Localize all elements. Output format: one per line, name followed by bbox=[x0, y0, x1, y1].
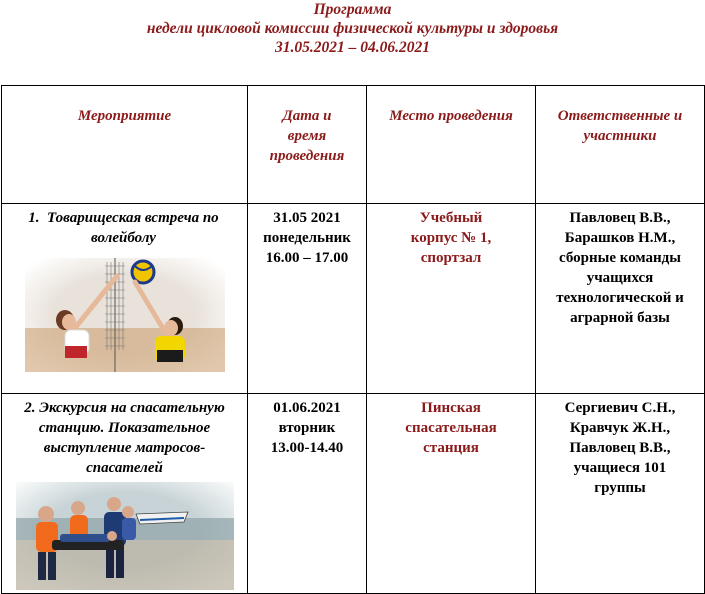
event-time: 13.00-14.40 bbox=[270, 440, 344, 456]
row-number: 1. bbox=[28, 210, 40, 226]
header-datetime: Дата и время проведения bbox=[248, 86, 367, 204]
responsible-cell bbox=[536, 394, 705, 594]
title-line-3: 31.05.2021 – 04.06.2021 bbox=[275, 39, 430, 56]
rescue-photo bbox=[16, 482, 234, 590]
document-title bbox=[0, 0, 705, 57]
responsible-cell bbox=[536, 204, 705, 394]
volleyball-photo bbox=[25, 258, 225, 372]
place-cell bbox=[367, 204, 536, 394]
table-row bbox=[2, 394, 705, 594]
event-title: Товарищеская встреча по волейболу bbox=[47, 210, 219, 246]
datetime-cell bbox=[248, 394, 367, 594]
event-date: 31.05 2021 bbox=[273, 210, 341, 226]
event-weekday: вторник bbox=[278, 420, 336, 436]
row-number: 2. bbox=[24, 400, 36, 416]
title-line-1: Программа bbox=[313, 1, 392, 18]
event-place: Учебный корпус № 1, спортзал bbox=[410, 210, 492, 266]
event-weekday: понедельник bbox=[263, 230, 351, 246]
event-responsible: Павловец В.В., Барашков Н.М., сборные команды учащихся технологической и аграрной базы bbox=[556, 210, 684, 326]
table-row bbox=[2, 204, 705, 394]
table-header-row bbox=[2, 86, 705, 204]
event-cell bbox=[2, 394, 248, 594]
event-place: Пинская спасательная станция bbox=[405, 400, 497, 456]
title-line-2: недели цикловой комиссии физической культуры и здоровья bbox=[146, 20, 559, 37]
event-time: 16.00 – 17.00 bbox=[265, 250, 349, 266]
header-responsible: Ответственные и участники bbox=[536, 86, 705, 204]
program-table bbox=[1, 85, 705, 594]
event-cell bbox=[2, 204, 248, 394]
event-title: Экскурсия на спасательную станцию. Показательное выступление матросов-спасателей bbox=[38, 400, 225, 476]
event-date: 01.06.2021 bbox=[273, 400, 341, 416]
place-cell bbox=[367, 394, 536, 594]
header-event: Мероприятие bbox=[2, 86, 248, 204]
event-responsible: Сергиевич С.Н., Кравчук Ж.Н., Павловец В.В., учащиеся 101 группы bbox=[564, 400, 676, 496]
header-place: Место проведения bbox=[367, 86, 536, 204]
datetime-cell bbox=[248, 204, 367, 394]
